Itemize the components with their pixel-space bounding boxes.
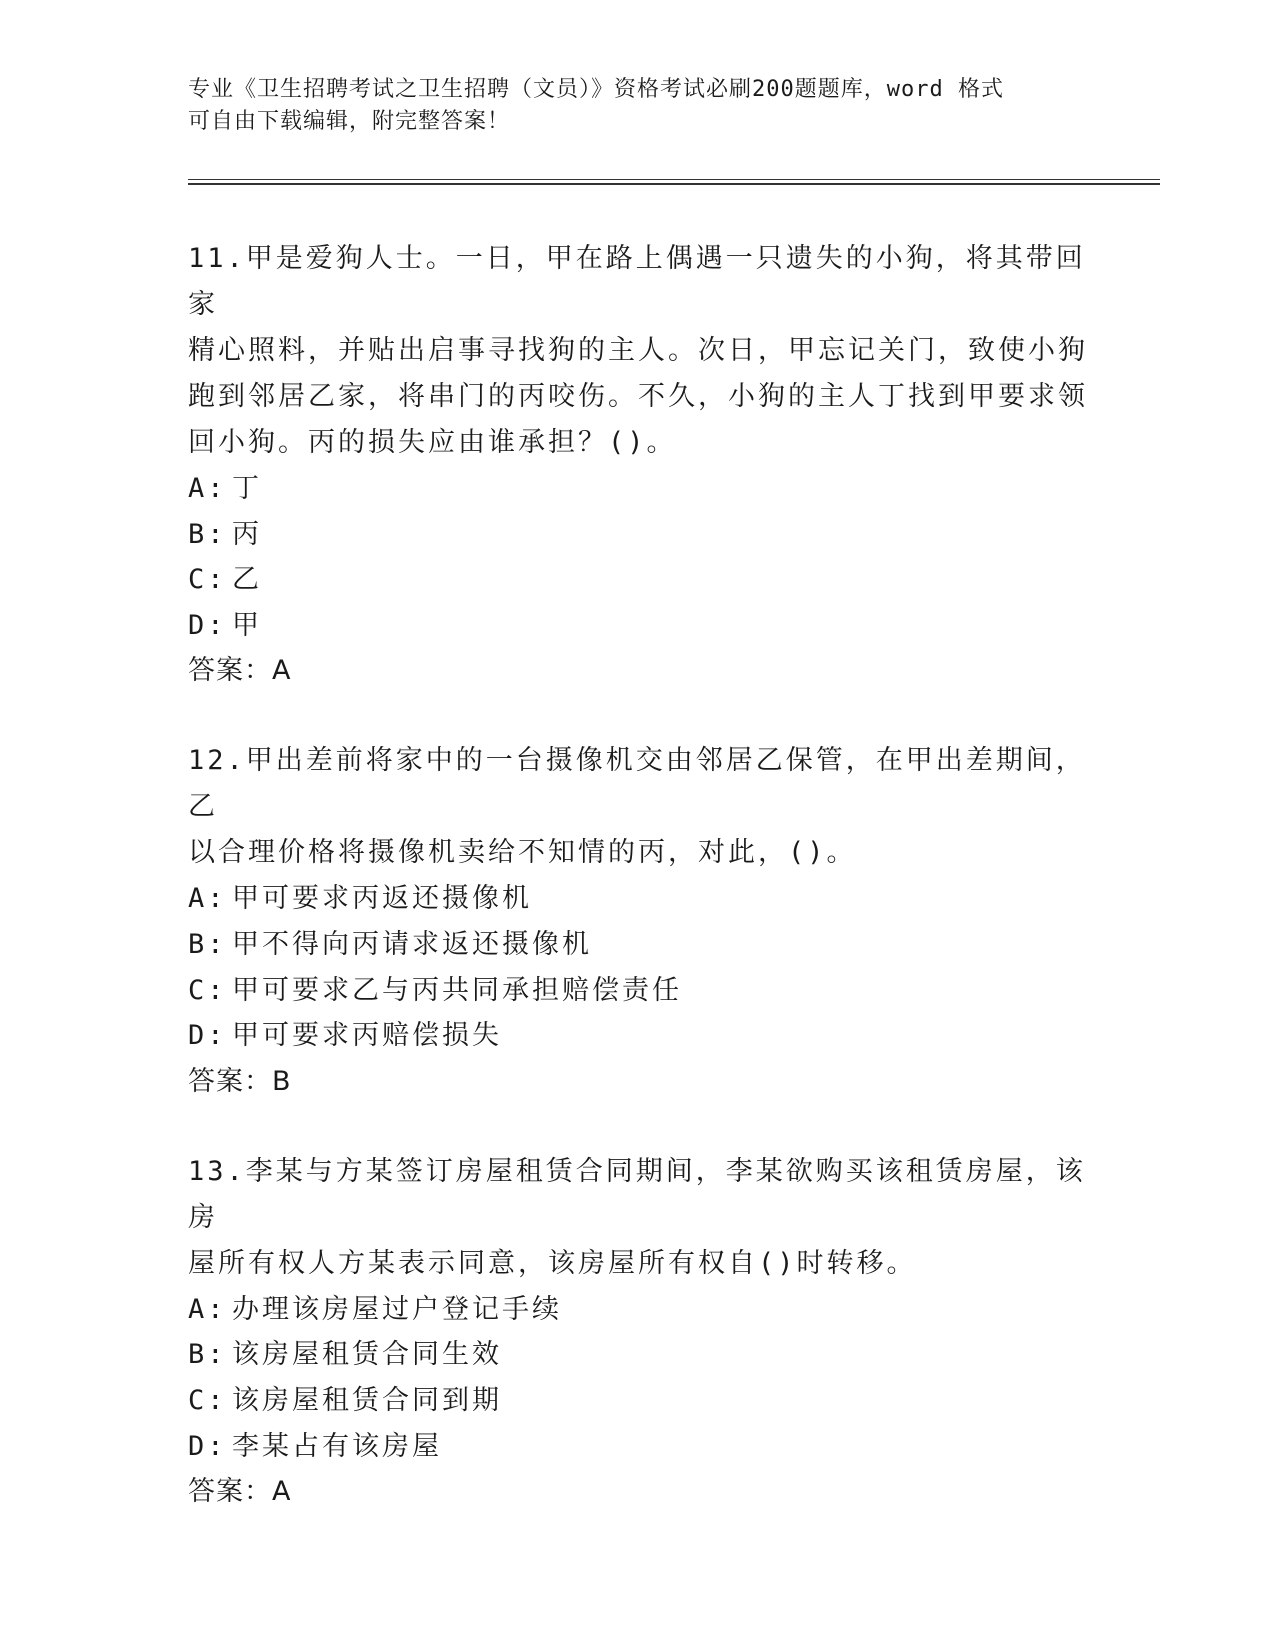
option-key: D: bbox=[188, 1020, 227, 1052]
option-c bbox=[188, 1378, 1088, 1424]
option-text: 甲可要求丙返还摄像机 bbox=[232, 883, 532, 915]
option-text: 该房屋租赁合同生效 bbox=[232, 1339, 502, 1371]
question-13 bbox=[188, 1149, 1088, 1515]
option-a bbox=[188, 1287, 1088, 1333]
stem-line: 以合理价格将摄像机卖给不知情的丙，对此，()。 bbox=[188, 837, 857, 869]
header-line-2: 可自由下载编辑，附完整答案！ bbox=[188, 109, 511, 134]
option-text: 乙 bbox=[232, 564, 262, 596]
question-stem bbox=[188, 236, 1088, 466]
option-text: 李某占有该房屋 bbox=[232, 1430, 442, 1462]
option-d bbox=[188, 1013, 1088, 1059]
option-a bbox=[188, 466, 1088, 512]
option-b bbox=[188, 922, 1088, 968]
option-key: C: bbox=[188, 974, 227, 1006]
option-key: C: bbox=[188, 564, 227, 596]
option-key: A: bbox=[188, 473, 227, 504]
option-key: A: bbox=[188, 883, 227, 915]
option-text: 该房屋租赁合同到期 bbox=[232, 1384, 502, 1416]
option-a bbox=[188, 876, 1088, 922]
option-c bbox=[188, 968, 1088, 1014]
document-header bbox=[188, 74, 1088, 138]
option-key: B: bbox=[188, 928, 227, 960]
option-text: 办理该房屋过户登记手续 bbox=[232, 1293, 562, 1325]
stem-line: 12.甲出差前将家中的一台摄像机交由邻居乙保管，在甲出差期间，乙 bbox=[188, 745, 1086, 823]
option-b bbox=[188, 1332, 1088, 1378]
stem-line: 13.李某与方某签订房屋租赁合同期间，李某欲购买该租赁房屋，该房 bbox=[188, 1155, 1086, 1233]
stem-line: 精心照料，并贴出启事寻找狗的主人。次日，甲忘记关门，致使小狗 bbox=[188, 335, 1088, 366]
option-text: 丙 bbox=[232, 518, 262, 550]
option-key: D: bbox=[188, 609, 227, 641]
option-text: 丁 bbox=[232, 473, 262, 504]
option-d bbox=[188, 1424, 1088, 1470]
question-stem bbox=[188, 1149, 1088, 1287]
option-c bbox=[188, 557, 1088, 603]
option-key: B: bbox=[188, 518, 227, 550]
option-text: 甲可要求乙与丙共同承担赔偿责任 bbox=[232, 974, 682, 1006]
answer-line: 答案：B bbox=[188, 1065, 292, 1097]
header-line-1: 专业《卫生招聘考试之卫生招聘（文员）》资格考试必刷200题题库，word 格式 bbox=[188, 77, 1004, 102]
stem-line: 跑到邻居乙家，将串门的丙咬伤。不久，小狗的主人丁找到甲要求领 bbox=[188, 381, 1088, 412]
option-text: 甲 bbox=[232, 609, 262, 641]
question-11 bbox=[188, 236, 1088, 694]
stem-line: 回小狗。丙的损失应由谁承担？()。 bbox=[188, 427, 677, 458]
header-divider bbox=[188, 179, 1160, 185]
answer-line: 答案：A bbox=[188, 1476, 292, 1508]
option-text: 甲可要求丙赔偿损失 bbox=[232, 1020, 502, 1052]
question-stem bbox=[188, 738, 1088, 876]
stem-line: 屋所有权人方某表示同意，该房屋所有权自()时转移。 bbox=[188, 1247, 917, 1279]
option-key: A: bbox=[188, 1293, 227, 1325]
option-key: B: bbox=[188, 1339, 227, 1371]
option-key: C: bbox=[188, 1384, 227, 1416]
stem-line: 11.甲是爱狗人士。一日，甲在路上偶遇一只遗失的小狗，将其带回家 bbox=[188, 243, 1086, 320]
option-b bbox=[188, 512, 1088, 558]
option-d bbox=[188, 603, 1088, 649]
answer-line: 答案：A bbox=[188, 655, 292, 687]
option-text: 甲不得向丙请求返还摄像机 bbox=[232, 928, 592, 960]
question-12 bbox=[188, 738, 1088, 1104]
option-key: D: bbox=[188, 1430, 227, 1462]
question-list bbox=[188, 236, 1088, 1559]
